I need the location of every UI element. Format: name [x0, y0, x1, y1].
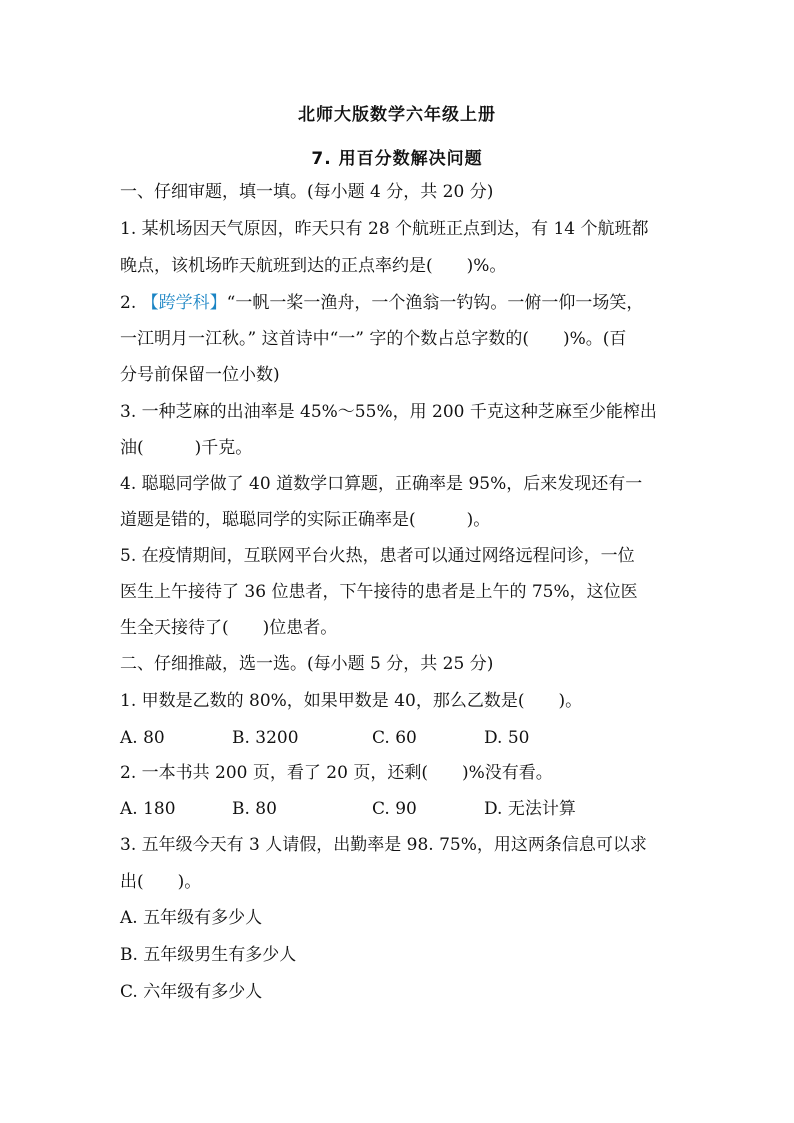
s1-q3-line2: 油( )千克。 — [120, 438, 253, 458]
cross-subject-tag: 【跨学科】 — [141, 293, 227, 313]
s2-q3-option-a: A. 五年级有多少人 — [120, 908, 263, 928]
s1-q4-line1: 4. 聪聪同学做了 40 道数学口算题，正确率是 95%，后来发现还有一 — [120, 474, 643, 494]
s1-q4-line2: 道题是错的，聪聪同学的实际正确率是( )。 — [120, 510, 491, 530]
s2-q1-option-c: C. 60 — [372, 728, 417, 748]
s2-q1-option-b: B. 3200 — [232, 728, 299, 748]
s2-q1-stem: 1. 甲数是乙数的 80%，如果甲数是 40，那么乙数是( )。 — [120, 691, 583, 711]
s2-q3-option-b: B. 五年级男生有多少人 — [120, 945, 297, 965]
s1-q1-line2: 晚点，该机场昨天航班到达的正点率约是( )%。 — [120, 256, 507, 276]
s2-q2-stem: 2. 一本书共 200 页，看了 20 页，还剩( )%没有看。 — [120, 763, 553, 783]
s2-q1-option-a: A. 80 — [120, 728, 165, 748]
s1-q3-line1: 3. 一种芝麻的出油率是 45%～55%，用 200 千克这种芝麻至少能榨出 — [120, 402, 657, 422]
s2-q3-stem-line2: 出( )。 — [120, 872, 202, 892]
s2-q3-option-c: C. 六年级有多少人 — [120, 982, 263, 1002]
s1-q2-line3: 分号前保留一位小数) — [120, 365, 280, 385]
section2-heading: 二、仔细推敲，选一选。(每小题 5 分，共 25 分) — [120, 654, 494, 674]
s2-q2-option-b: B. 80 — [232, 799, 277, 819]
s2-q2-option-a: A. 180 — [120, 799, 176, 819]
s2-q2-option-d: D. 无法计算 — [484, 799, 576, 819]
unit-title: 7. 用百分数解决问题 — [311, 149, 483, 169]
s1-q2-text: “一帆一桨一渔舟，一个渔翁一钓钩。一俯一仰一场笑， — [226, 293, 644, 313]
s1-q2-line2: 一江明月一江秋。” 这首诗中“一” 字的个数占总字数的( )%。(百 — [120, 329, 627, 349]
s2-q3-stem-line1: 3. 五年级今天有 3 人请假，出勤率是 98. 75%，用这两条信息可以求 — [120, 835, 647, 855]
s1-q5-line1: 5. 在疫情期间，互联网平台火热，患者可以通过网络远程问诊，一位 — [120, 546, 635, 566]
series-title: 北师大版数学六年级上册 — [298, 105, 496, 125]
s1-q2-number: 2. — [120, 293, 142, 313]
s1-q5-line2: 医生上午接待了 36 位患者，下午接待的患者是上午的 75%，这位医 — [120, 582, 638, 602]
s1-q5-line3: 生全天接待了( )位患者。 — [120, 618, 338, 638]
s1-q1-line1: 1. 某机场因天气原因，昨天只有 28 个航班正点到达，有 14 个航班都 — [120, 219, 649, 239]
s2-q2-option-c: C. 90 — [372, 799, 417, 819]
section1-heading: 一、仔细审题，填一填。(每小题 4 分，共 20 分) — [120, 182, 494, 202]
s1-q2-line1 — [120, 292, 680, 314]
s2-q1-option-d: D. 50 — [484, 728, 530, 748]
